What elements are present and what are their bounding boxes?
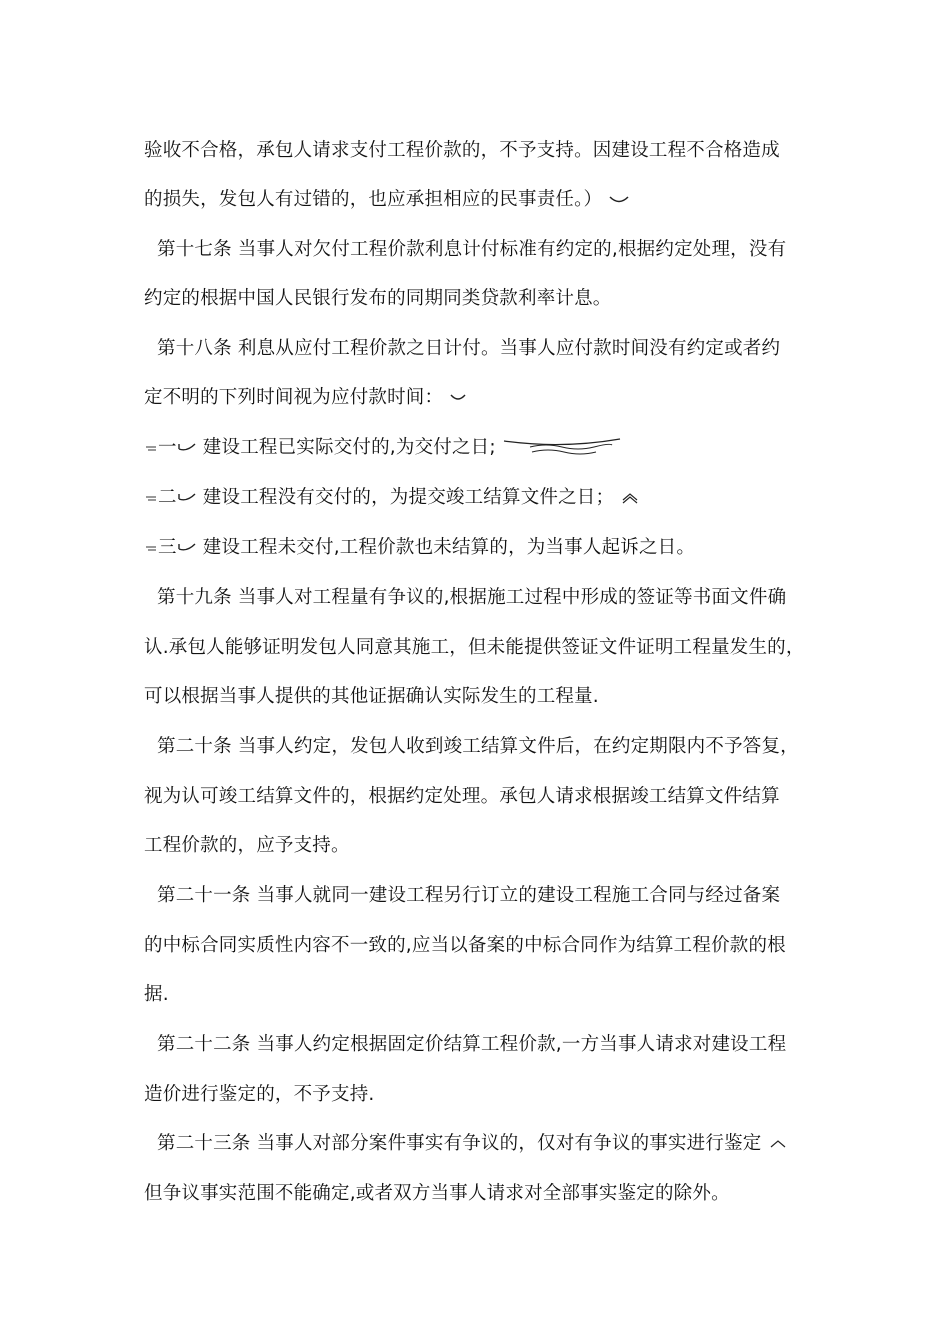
scan-caret-mark-icon	[768, 1137, 788, 1151]
article-18-line-2-content: 定不明的下列时间视为应付款时间：	[144, 387, 444, 408]
list-bracket-close-icon	[177, 492, 197, 504]
list-bracket-icon	[144, 543, 158, 553]
article-17-line-1: 第十七条 当事人对欠付工程价款利息计付标准有约定的,根据约定处理，没有	[157, 239, 787, 260]
article-18-line-2	[144, 385, 824, 411]
list-item-2-text: 建设工程没有交付的，为提交竣工结算文件之日；	[202, 487, 615, 508]
list-bracket-close-icon	[177, 542, 197, 554]
list-item-1-number: 一	[158, 437, 177, 458]
list-item-3-text: 建设工程未交付,工程价款也未结算的，为当事人起诉之日。	[202, 537, 696, 558]
article-19-line-2: 认.承包人能够证明发包人同意其施工，但未能提供签证文件证明工程量发生的，	[144, 637, 805, 658]
scan-mark-icon	[449, 392, 467, 404]
list-bracket-close-icon	[177, 442, 197, 454]
article-22-line-1: 第二十二条 当事人约定根据固定价结算工程价款,一方当事人请求对建设工程	[157, 1034, 787, 1055]
list-bracket-icon	[144, 493, 158, 503]
list-item-1-text: 建设工程已实际交付的,为交付之日;	[202, 437, 496, 458]
list-bracket-icon	[144, 443, 158, 453]
list-item-3-number: 三	[158, 537, 177, 558]
list-item-2-number: 二	[158, 487, 177, 508]
article-20-line-2: 视为认可竣工结算文件的，根据约定处理。承包人请求根据竣工结算文件结算	[144, 786, 780, 807]
article-18-line-1: 第十八条 利息从应付工程价款之日计付。当事人应付款时间没有约定或者约	[157, 338, 781, 359]
article-20-line-3: 工程价款的，应予支持。	[144, 835, 350, 856]
article-21-line-3: 据.	[144, 984, 169, 1005]
text-line-2-content: 的损失，发包人有过错的，也应承担相应的民事责任。）	[144, 189, 603, 210]
list-item-2	[144, 485, 824, 511]
article-21-line-1: 第二十一条 当事人就同一建设工程另行订立的建设工程施工合同与经过备案	[157, 885, 781, 906]
article-17-line-2: 约定的根据中国人民银行发布的同期同类贷款利率计息。	[144, 288, 612, 309]
article-22-line-2: 造价进行鉴定的，不予支持.	[144, 1084, 375, 1105]
scan-mark-icon	[608, 194, 630, 206]
list-item-3	[144, 535, 824, 561]
article-23-line-1	[157, 1131, 837, 1157]
text-line-1: 验收不合格，承包人请求支付工程价款的，不予支持。因建设工程不合格造成	[144, 140, 780, 161]
text-line-2	[144, 187, 824, 213]
scan-wavy-mark-icon	[502, 437, 622, 459]
scan-caret-mark-icon	[620, 491, 640, 505]
list-item-1	[144, 435, 824, 461]
article-19-line-3: 可以根据当事人提供的其他证据确认实际发生的工程量.	[144, 686, 599, 707]
article-23-line-2: 但争议事实范围不能确定,或者双方当事人请求对全部事实鉴定的除外。	[144, 1183, 730, 1204]
article-23-line-1-content: 第二十三条 当事人对部分案件事实有争议的，仅对有争议的事实进行鉴定	[157, 1133, 762, 1154]
article-19-line-1: 第十九条 当事人对工程量有争议的,根据施工过程中形成的签证等书面文件确	[157, 587, 787, 608]
article-20-line-1: 第二十条 当事人约定，发包人收到竣工结算文件后，在约定期限内不予答复，	[157, 736, 799, 757]
article-21-line-2: 的中标合同实质性内容不一致的,应当以备案的中标合同作为结算工程价款的根	[144, 935, 786, 956]
